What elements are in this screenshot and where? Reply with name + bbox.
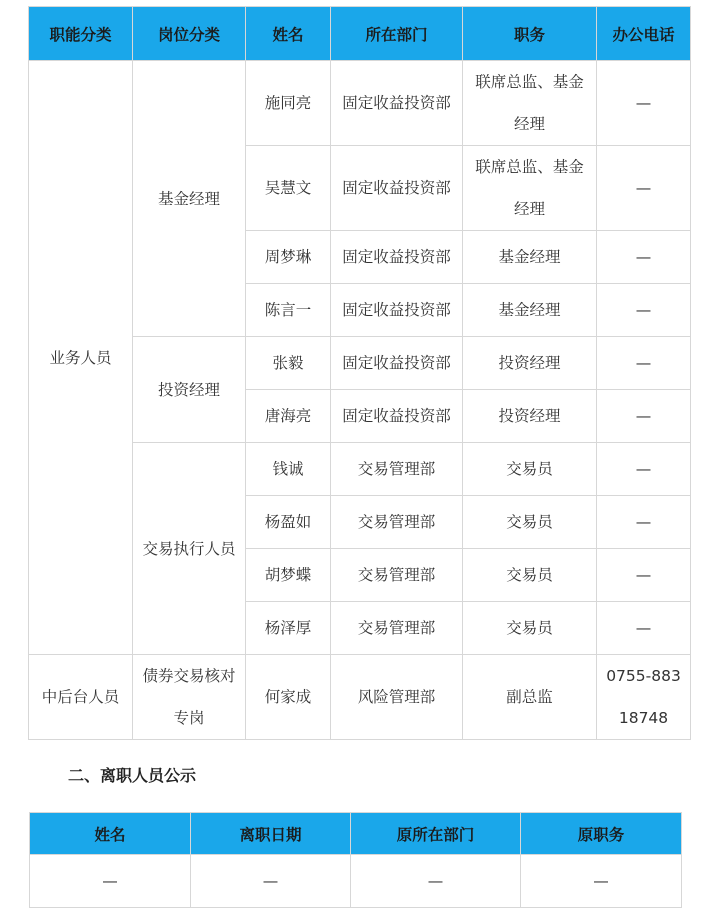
title-cell: 联席总监、基金经理: [463, 61, 597, 146]
name-cell: —: [30, 855, 191, 908]
title-cell: 交易员: [463, 602, 597, 655]
departed-table-header-row: [30, 813, 682, 855]
name-cell: 唐海亮: [246, 390, 331, 443]
phone-cell: —: [597, 61, 691, 146]
header-name: 姓名: [246, 7, 331, 61]
table-row: [29, 61, 691, 146]
position-cell: 交易执行人员: [133, 443, 246, 655]
phone-cell: —: [597, 443, 691, 496]
function-cell: 业务人员: [29, 61, 133, 655]
header-title: 职务: [463, 7, 597, 61]
departed-table: [29, 812, 682, 908]
title-cell: 投资经理: [463, 390, 597, 443]
table-row: [30, 855, 682, 908]
department-cell: 固定收益投资部: [331, 231, 463, 284]
department-cell: 交易管理部: [331, 602, 463, 655]
section-title: 二、离职人员公示: [68, 766, 197, 785]
header-phone: 办公电话: [597, 7, 691, 61]
name-cell: 杨盈如: [246, 496, 331, 549]
header-name: 姓名: [30, 813, 191, 855]
department-cell: 固定收益投资部: [331, 146, 463, 231]
name-cell: 何家成: [246, 655, 331, 740]
header-function: 职能分类: [29, 7, 133, 61]
header-departure-date: 离职日期: [191, 813, 351, 855]
phone-cell: —: [597, 496, 691, 549]
header-department: 所在部门: [331, 7, 463, 61]
department-cell: 风险管理部: [331, 655, 463, 740]
phone-cell: 0755-88318748: [597, 655, 691, 740]
name-cell: 陈言一: [246, 284, 331, 337]
position-cell: 基金经理: [133, 61, 246, 337]
department-cell: 交易管理部: [331, 443, 463, 496]
name-cell: 施同亮: [246, 61, 331, 146]
title-cell: 交易员: [463, 496, 597, 549]
header-former-department: 原所在部门: [351, 813, 521, 855]
phone-cell: —: [597, 146, 691, 231]
department-cell: 交易管理部: [331, 549, 463, 602]
title-cell: 基金经理: [463, 284, 597, 337]
name-cell: 张毅: [246, 337, 331, 390]
phone-cell: —: [597, 337, 691, 390]
name-cell: 杨泽厚: [246, 602, 331, 655]
departure-date-cell: —: [191, 855, 351, 908]
staff-table: [28, 6, 691, 740]
former-title-cell: —: [521, 855, 682, 908]
department-cell: 固定收益投资部: [331, 337, 463, 390]
name-cell: 钱诚: [246, 443, 331, 496]
title-cell: 交易员: [463, 443, 597, 496]
staff-table-header-row: [29, 7, 691, 61]
table-row: [29, 655, 691, 740]
former-department-cell: —: [351, 855, 521, 908]
header-former-title: 原职务: [521, 813, 682, 855]
position-cell: 投资经理: [133, 337, 246, 443]
phone-cell: —: [597, 284, 691, 337]
name-cell: 周梦琳: [246, 231, 331, 284]
title-cell: 投资经理: [463, 337, 597, 390]
function-cell: 中后台人员: [29, 655, 133, 740]
name-cell: 吴慧文: [246, 146, 331, 231]
position-cell: 债券交易核对专岗: [133, 655, 246, 740]
phone-cell: —: [597, 231, 691, 284]
phone-cell: —: [597, 602, 691, 655]
department-cell: 固定收益投资部: [331, 61, 463, 146]
title-cell: 联席总监、基金经理: [463, 146, 597, 231]
phone-cell: —: [597, 549, 691, 602]
department-cell: 交易管理部: [331, 496, 463, 549]
header-position: 岗位分类: [133, 7, 246, 61]
department-cell: 固定收益投资部: [331, 284, 463, 337]
name-cell: 胡梦蝶: [246, 549, 331, 602]
title-cell: 副总监: [463, 655, 597, 740]
department-cell: 固定收益投资部: [331, 390, 463, 443]
title-cell: 交易员: [463, 549, 597, 602]
phone-cell: —: [597, 390, 691, 443]
title-cell: 基金经理: [463, 231, 597, 284]
